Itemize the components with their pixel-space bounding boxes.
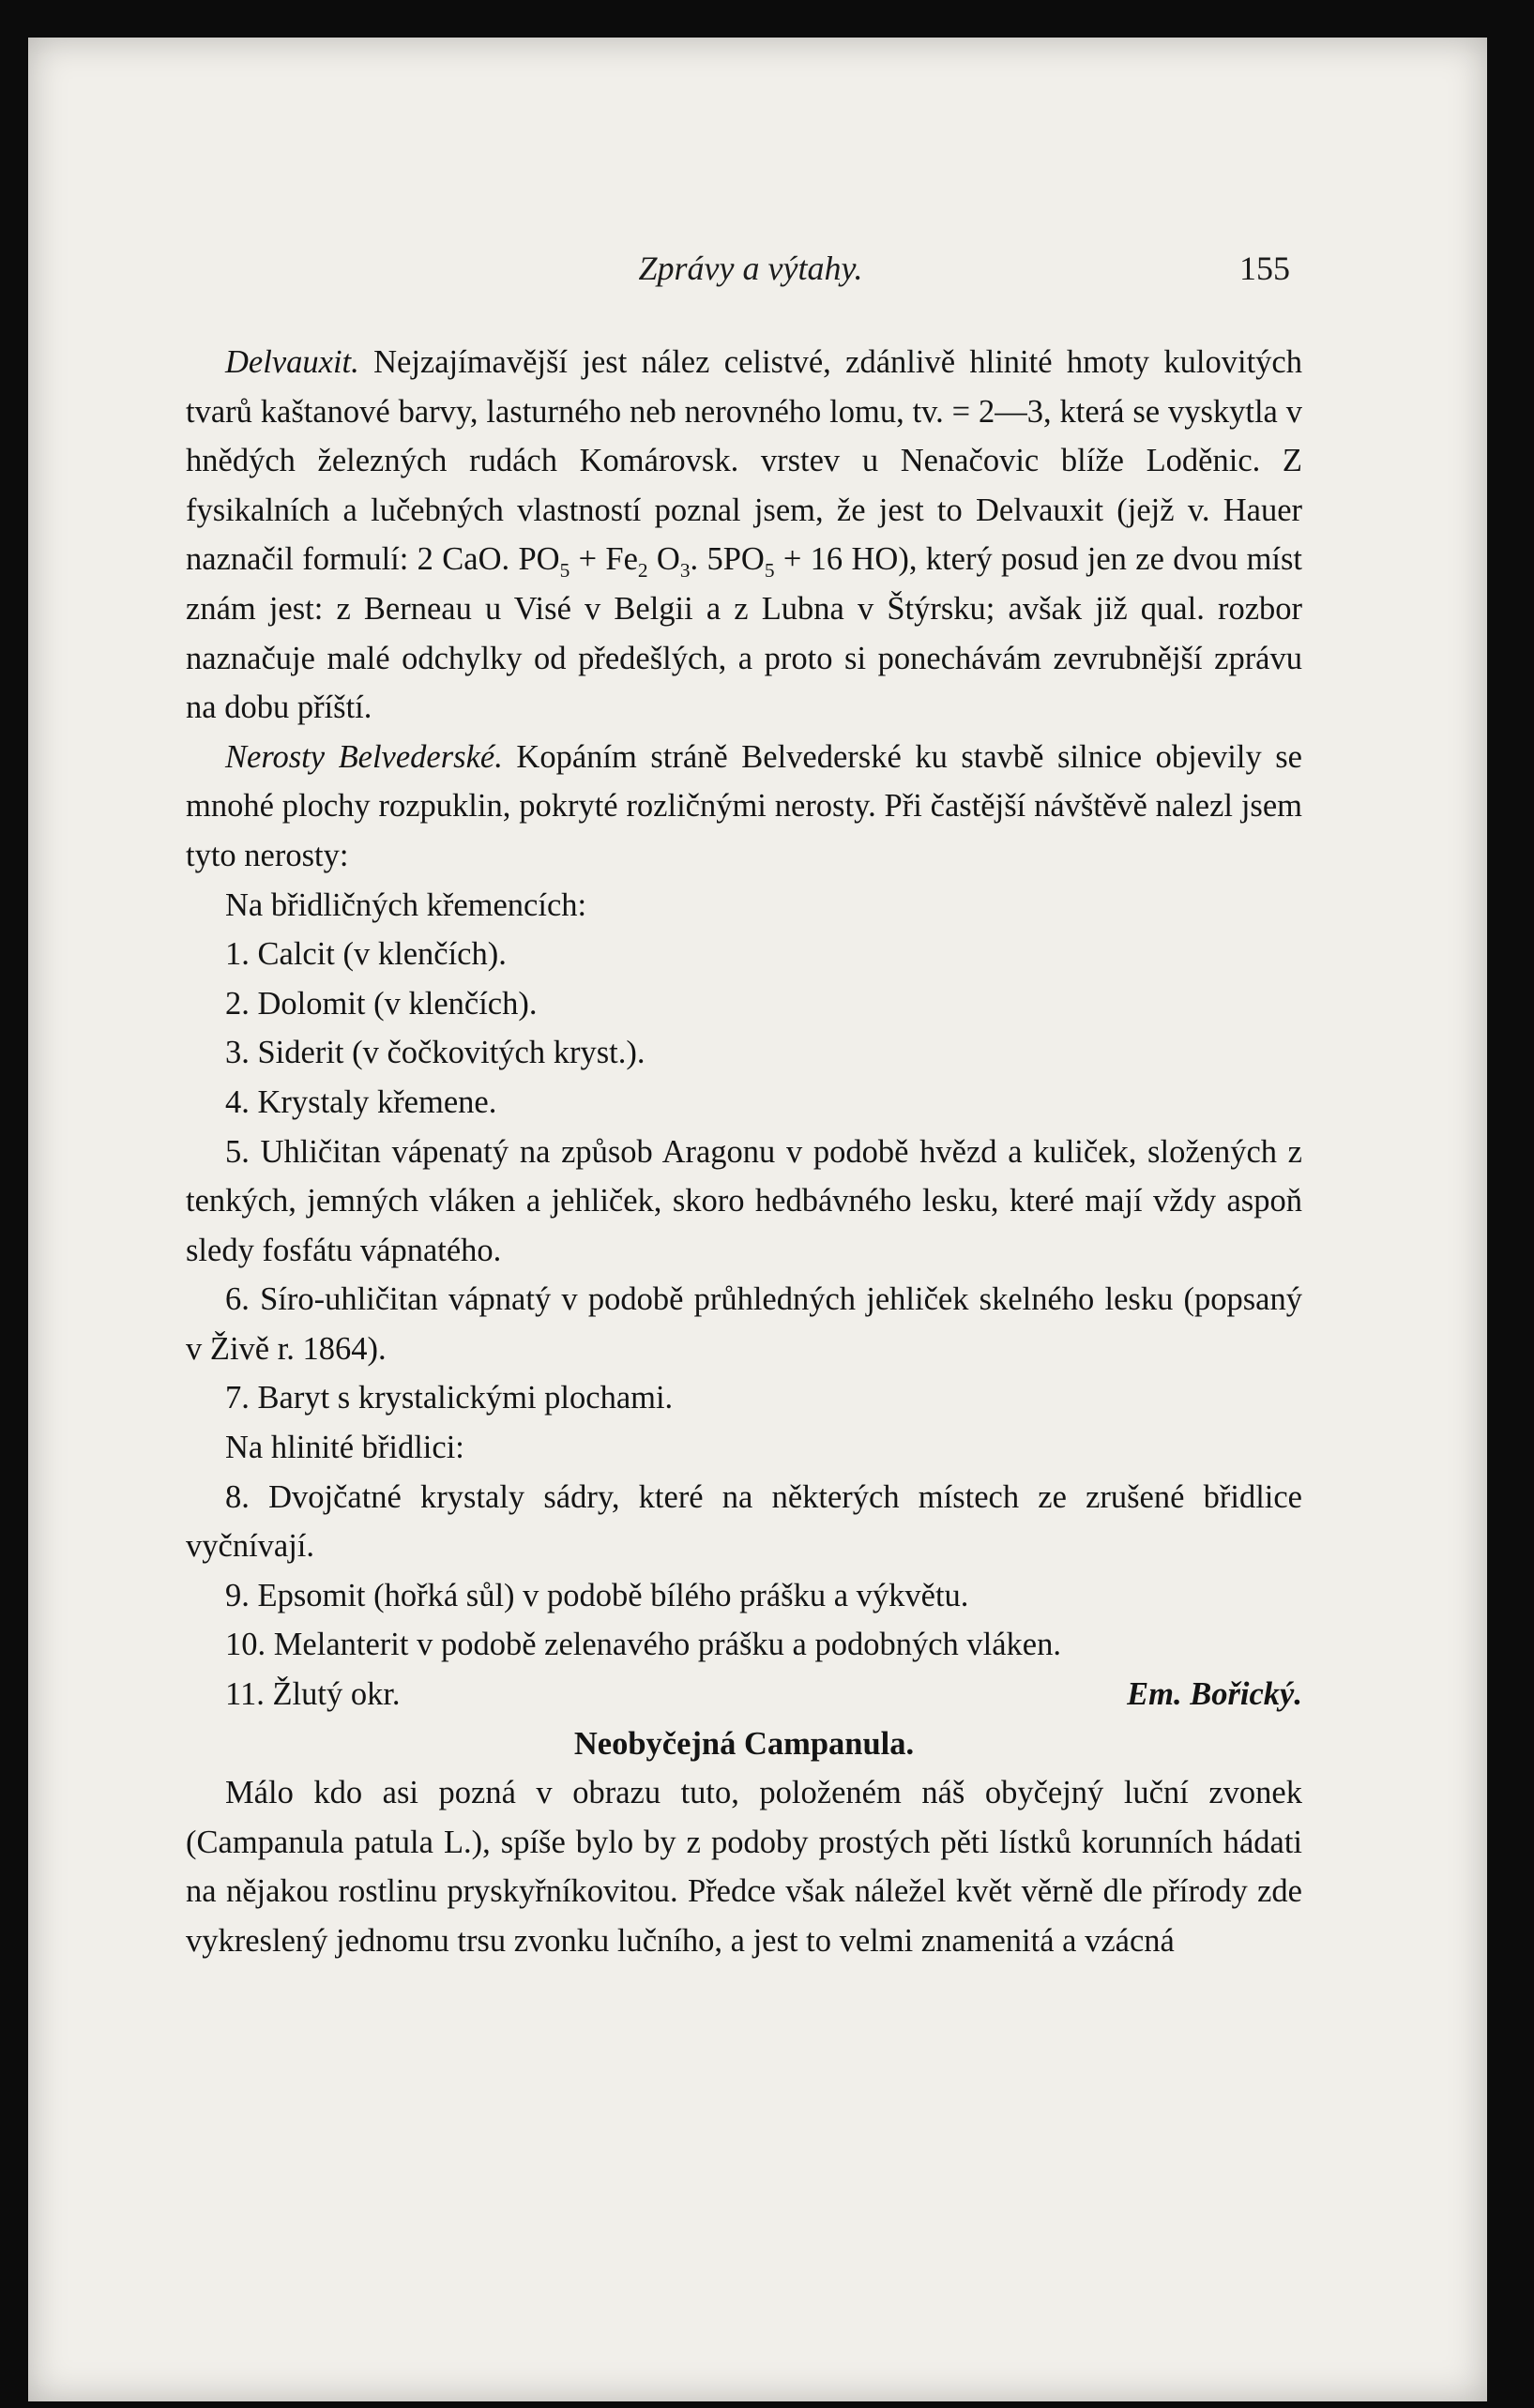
delvauxit-title: Delvauxit. bbox=[225, 344, 359, 380]
page-number: 155 bbox=[1239, 250, 1290, 287]
delvauxit-text-4: . 5PO bbox=[690, 541, 765, 578]
delvauxit-text-1: Nejzajímavější jest nález celistvé, zdánlivě hlinité hmoty kulovitých tvarů kaštanové barvy, lasturného neb nerovného lomu, tv. = 2—3, která se vyskytla v hnědých železných rudách Komárovsk. vrstev u Nenačovic blíže Loděnic. Z fysikalních a lučebných vlastností poznal jsem, že jest to Delvauxit (jejž v. Hauer naznačil formulí: 2 CaO. PO bbox=[186, 344, 1302, 578]
list-item: 6. Síro-uhličitan vápnatý v podobě průhledných jehliček skelného lesku (popsaný v Živě r. 1864). bbox=[186, 1281, 1302, 1367]
list-item-last bbox=[186, 1670, 1302, 1719]
list-item-label: 11. Žlutý okr. bbox=[225, 1676, 401, 1713]
delvauxit-text-2: + Fe bbox=[570, 541, 638, 578]
nerosty-title: Nerosty Belvederské. bbox=[225, 738, 503, 775]
delvauxit-text-5: + 16 HO), který posud jen ze dvou míst znám jest: z Berneau u Visé v Belgii a z Lubna v Štýrsku; avšak již qual. rozbor naznačuje malé odchylky od předešlých, a proto si ponechávám zevrubnější zprávu na dobu příští. bbox=[186, 541, 1303, 726]
author-signature: Em. Bořický. bbox=[1127, 1676, 1302, 1713]
campanula-paragraph: Málo kdo asi pozná v obrazu tuto, položeném náš obyčejný luční zvonek (Campanula patula L.), spíše bylo by z podoby prostých pěti lístků korunních hádati na nějakou rostlinu pryskyřníkovitou. Předce však náležel květ věrně dle přírody zde vykreslený jednomu trsu zvonku lučního, a jest to velmi znamenitá a vzácná bbox=[186, 1775, 1302, 1959]
formula-subscript: 5 bbox=[559, 559, 570, 583]
formula-subscript: 3 bbox=[679, 559, 691, 583]
page-header bbox=[211, 249, 1290, 305]
delvauxit-paragraph bbox=[186, 338, 1302, 733]
section-heading: Neobyčejná Campanula. bbox=[573, 1725, 915, 1762]
list-item: 10. Melanterit v podobě zelenavého prášku a podobných vláken. bbox=[225, 1627, 1061, 1663]
sub-heading: Na břidličných křemencích: bbox=[225, 886, 587, 923]
body-text bbox=[186, 338, 1302, 1966]
list-item: 9. Epsomit (hořká sůl) v podobě bílého prášku a výkvětu. bbox=[225, 1577, 969, 1613]
formula-subscript: 2 bbox=[637, 559, 648, 583]
list-item: 8. Dvojčatné krystaly sádry, které na některých místech ze zrušené břidlice vyčnívají. bbox=[186, 1478, 1302, 1565]
formula-subscript: 5 bbox=[764, 559, 775, 583]
list-item: 4. Krystaly křemene. bbox=[225, 1083, 497, 1120]
list-item: 1. Calcit (v klenčích). bbox=[225, 936, 507, 973]
running-title: Zprávy a výtahy. bbox=[638, 250, 863, 287]
list-item: 2. Dolomit (v klenčích). bbox=[225, 985, 538, 1022]
page bbox=[28, 38, 1487, 2401]
list-item: 3. Siderit (v čočkovitých kryst.). bbox=[225, 1035, 645, 1071]
list-item: 7. Baryt s krystalickými plochami. bbox=[225, 1380, 674, 1416]
list-item: 5. Uhličitan vápenatý na způsob Aragonu v podobě hvězd a kuliček, složených z tenkých, jemných vláken a jehliček, skoro hedbávného lesku, které mají vždy aspoň sledy fosfátu vápnatého. bbox=[186, 1133, 1302, 1268]
delvauxit-text-3: O bbox=[647, 541, 680, 578]
nerosty-paragraph bbox=[186, 733, 1302, 881]
nerosty-intro: Kopáním stráně Belvederské ku stavbě silnice objevily se mnohé plochy rozpuklin, pokryté rozličnými nerosty. Při častější návštěvě nalezl jsem tyto nerosty: bbox=[186, 738, 1302, 873]
sub-heading: Na hlinité břidlici: bbox=[225, 1430, 464, 1466]
